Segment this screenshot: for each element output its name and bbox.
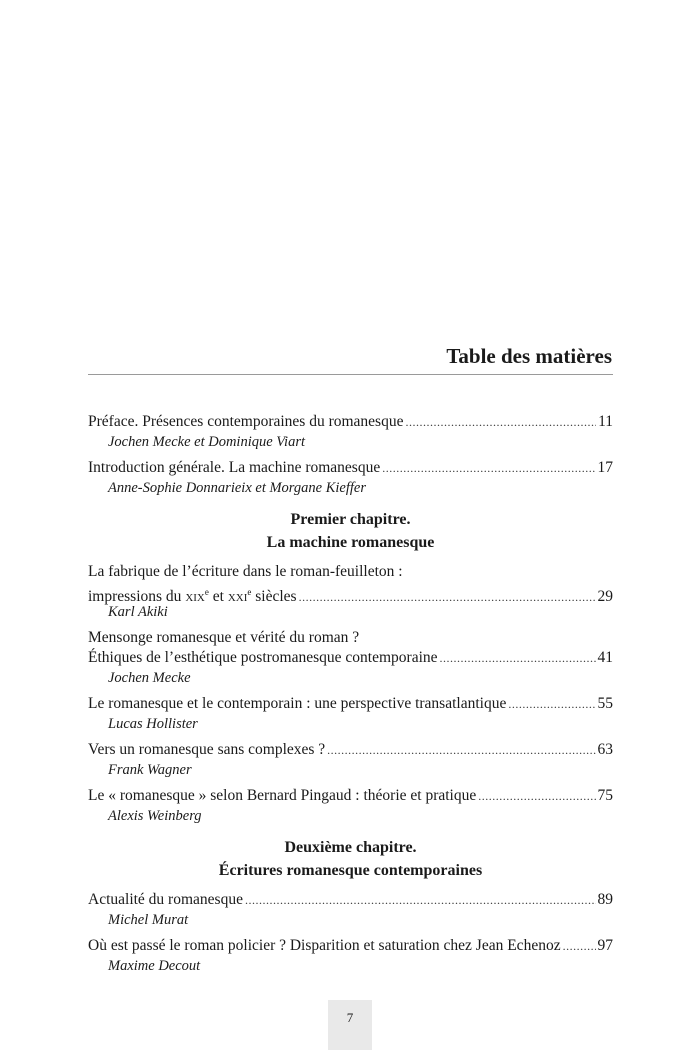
entry-title-line1: Mensonge romanesque et vérité du roman ? bbox=[88, 629, 360, 646]
page-ref: 75 bbox=[597, 787, 613, 804]
toc-entry bbox=[88, 458, 613, 498]
chapter-number: Deuxième chapitre. bbox=[284, 839, 417, 856]
toc-entry bbox=[88, 786, 613, 826]
page-ref: 55 bbox=[597, 695, 613, 712]
entry-title: Le romanesque et le contemporain : une perspective transatlantique bbox=[88, 695, 507, 712]
toc-line[interactable] bbox=[88, 412, 613, 432]
toc-line[interactable] bbox=[88, 936, 613, 956]
entry-author: Alexis Weinberg bbox=[108, 808, 202, 824]
leader-dots bbox=[245, 890, 596, 910]
page-ref: 63 bbox=[597, 741, 613, 758]
toc-entry bbox=[88, 740, 613, 780]
entry-author: Anne-Sophie Donnarieix et Morgane Kieffer bbox=[108, 480, 366, 496]
entry-author: Jochen Mecke et Dominique Viart bbox=[108, 434, 306, 450]
entry-title: Éthiques de l’esthétique postromanesque contemporaine bbox=[88, 649, 438, 666]
leader-dots bbox=[508, 694, 595, 714]
toc-entry bbox=[88, 936, 613, 976]
chapter-title: Écritures romanesque contemporaines bbox=[218, 862, 483, 879]
toc-line[interactable] bbox=[88, 890, 613, 910]
table-of-contents bbox=[88, 412, 613, 982]
entry-title: Le « romanesque » selon Bernard Pingaud : théorie et pratique bbox=[88, 787, 477, 804]
toc-entry bbox=[88, 694, 613, 734]
leader-dots bbox=[405, 412, 596, 432]
entry-author: Maxime Decout bbox=[108, 958, 201, 974]
toc-line[interactable] bbox=[88, 648, 613, 668]
page-ref: 11 bbox=[598, 413, 613, 430]
page-ref: 97 bbox=[597, 937, 613, 954]
entry-title: Introduction générale. La machine romanesque bbox=[88, 459, 381, 476]
leader-dots bbox=[327, 740, 595, 760]
entry-title: Vers un romanesque sans complexes ? bbox=[88, 741, 326, 758]
toc-entry bbox=[88, 562, 613, 622]
chapter-number: Premier chapitre. bbox=[290, 511, 411, 528]
page-title: Table des matières bbox=[446, 344, 612, 368]
entry-title: Actualité du romanesque bbox=[88, 891, 243, 908]
toc-line[interactable] bbox=[88, 786, 613, 806]
entry-title-line1: La fabrique de l’écriture dans le roman-feuilleton : bbox=[88, 563, 403, 580]
page-ref: 41 bbox=[597, 649, 613, 666]
entry-title: Où est passé le roman policier ? Disparition et saturation chez Jean Echenoz bbox=[88, 937, 561, 954]
entry-author: Karl Akiki bbox=[108, 604, 168, 620]
page-ref: 17 bbox=[597, 459, 613, 476]
entry-title: impressions du xix$^e$ et xxi$^e$ siècles bbox=[88, 587, 297, 606]
toc-line[interactable] bbox=[88, 694, 613, 714]
leader-dots bbox=[440, 648, 596, 668]
entry-author: Lucas Hollister bbox=[108, 716, 198, 732]
page-ref: 29 bbox=[597, 588, 613, 606]
page-ref: 89 bbox=[597, 891, 613, 908]
chapter-heading bbox=[88, 508, 613, 554]
leader-dots bbox=[299, 587, 596, 607]
leader-dots bbox=[382, 458, 595, 478]
toc-entry bbox=[88, 628, 613, 688]
chapter-heading bbox=[88, 836, 613, 882]
leader-dots bbox=[563, 936, 596, 956]
leader-dots bbox=[478, 786, 595, 806]
chapter-title: La machine romanesque bbox=[266, 534, 435, 551]
toc-line[interactable] bbox=[88, 458, 613, 478]
toc-line[interactable] bbox=[88, 582, 613, 606]
entry-author: Jochen Mecke bbox=[108, 670, 191, 686]
page-number: 7 bbox=[328, 1000, 372, 1050]
title-rule bbox=[88, 374, 613, 375]
toc-entry bbox=[88, 890, 613, 930]
entry-author: Frank Wagner bbox=[108, 762, 192, 778]
toc-line[interactable] bbox=[88, 740, 613, 760]
toc-entry bbox=[88, 412, 613, 452]
entry-author: Michel Murat bbox=[108, 912, 189, 928]
entry-title: Préface. Présences contemporaines du romanesque bbox=[88, 413, 404, 430]
